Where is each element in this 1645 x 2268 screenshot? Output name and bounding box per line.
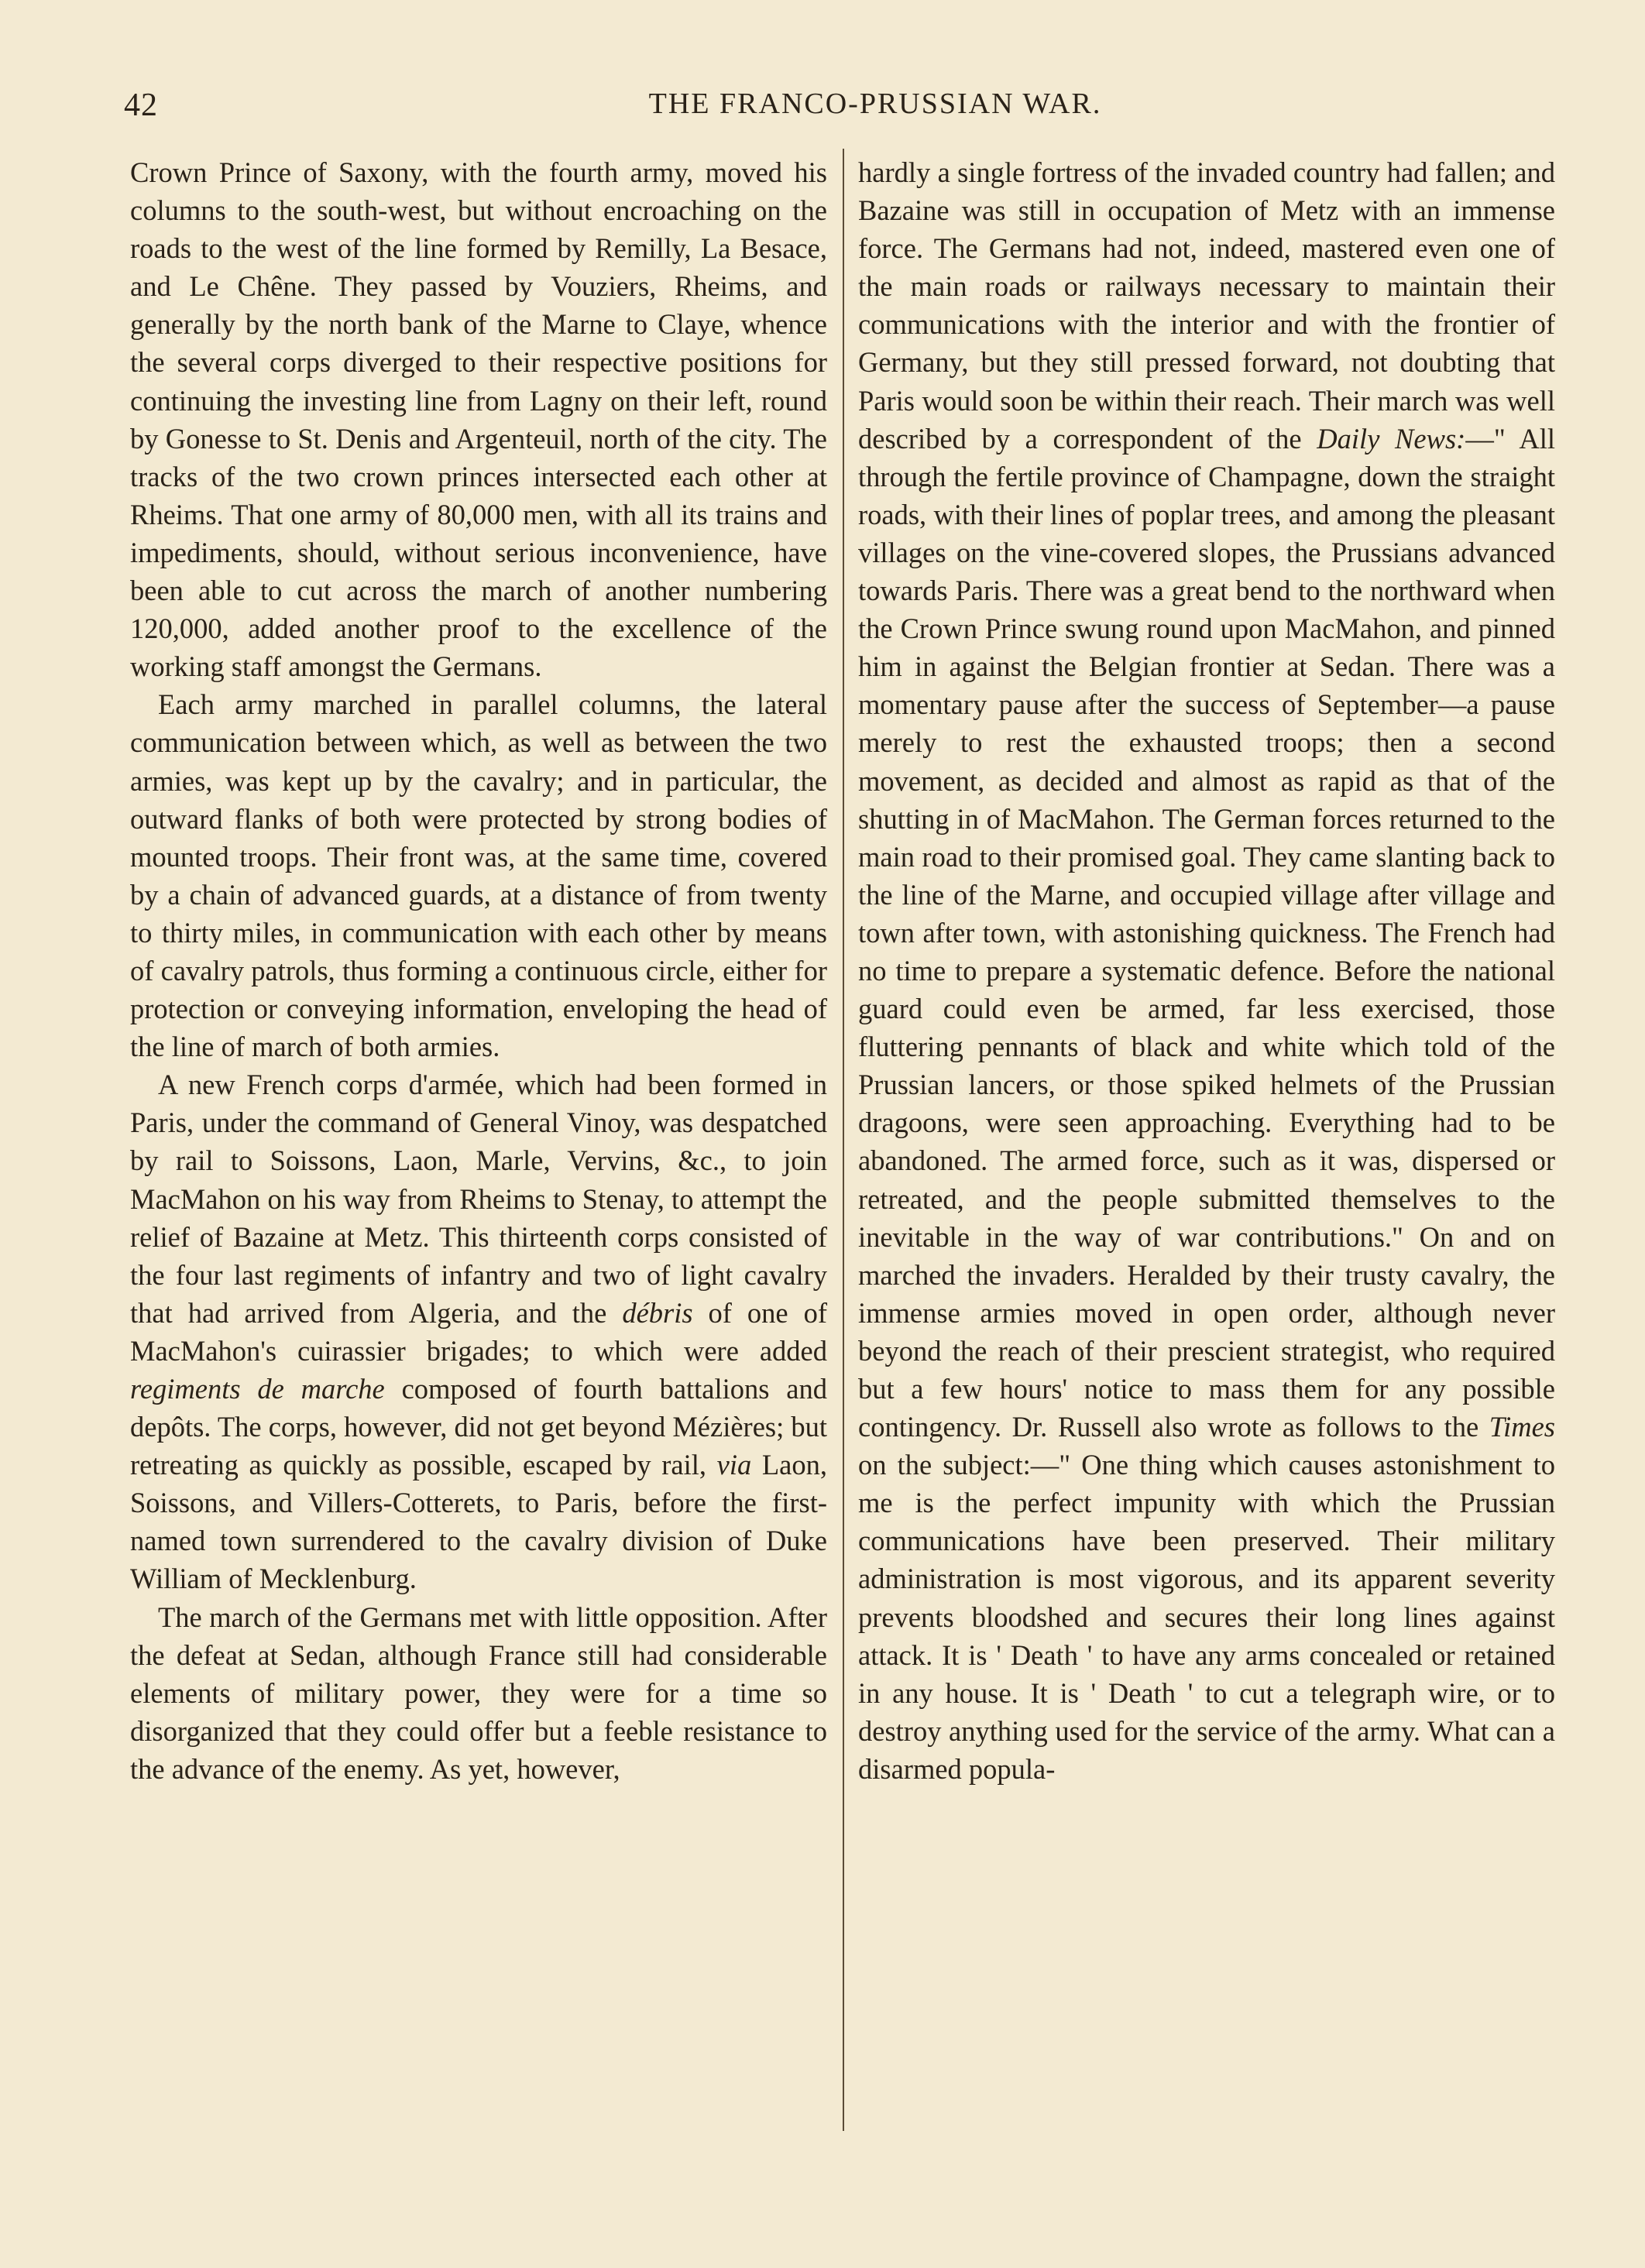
text-run: of one of MacMahon's cuirassier brigades; to which were added (130, 1296, 827, 1367)
page-header (124, 87, 1626, 133)
text-run: composed of fourth battalions and depôts. The corps, however, did not get beyond Mézières; but retreating as quickly as possible, escaped by rail, (130, 1373, 828, 1481)
right-column (858, 153, 1555, 2105)
paragraph (130, 1065, 827, 1597)
text-run: Laon, Soissons, and Villers-Cotterets, to Paris, before the first-named town surrendered to the cavalry division of Duke William of Mecklenburg. (130, 1449, 827, 1595)
column-divider (843, 149, 844, 2131)
paragraph: The march of the Germans met with little opposition. After the defeat at Sedan, although France still had considerable elements of military power, they were for a time so disorganized that they could offer but a feeble resistance to the advance of the enemy. As yet, however, (130, 1601, 827, 1785)
paragraph: Crown Prince of Saxony, with the fourth army, moved his columns to the south-west, but without encroaching on the roads to the west of the line formed by Remilly, La Besace, and Le Chêne. They passed by Vouziers, Rheims, and generally by the north bank of the Marne to Claye, whence the several corps diverged to their respective positions for continuing the investing line from Lagny on their left, round by Gonesse to St. Denis and Argenteuil, north of the city. The tracks of the two crown princes intersected each other at Rheims. That one army of 80,000 men, with all its trains and impediments, should, without serious inconvenience, have been able to cut across the march of another numbering 120,000, added another proof to the excellence of the working staff amongst the Germans. (130, 156, 827, 683)
left-column (130, 153, 827, 2105)
paragraph (858, 153, 1555, 1788)
text-run: on the subject:—" One thing which causes astonishment to me is the perfect impunity with which the Prussian communications have been preserved. Their military administration is most vigorous, and its apparent severity prevents bloodshed and secures their long lines against attack. It is ' Death ' to have any arms concealed or retained in any house. It is ' Death ' to cut a telegraph wire, or to destroy anything used for the service of the army. What can a disarmed popula- (858, 1449, 1555, 1785)
italic-text: via (716, 1449, 752, 1481)
text-run: A new French corps d'armée, which had been formed in Paris, under the command of General Vinoy, was despatched by rail to Soissons, Laon, Marle, Vervins, &c., to join MacMahon on his way from Rheims to Stenay, to attempt the relief of Bazaine at Metz. This thirteenth corps consisted of the four last regiments of infantry and two of light cavalry that had arrived from Algeria, and the (130, 1069, 827, 1329)
italic-text: regiments de marche (130, 1373, 385, 1405)
text-run: hardly a single fortress of the invaded country had fallen; and Bazaine was still in occupation of Metz with an immense force. The Germans had not, indeed, mastered even one of the main roads or railways necessary to maintain their communications with the interior and with the frontier of Germany, but they still pressed forward, not doubting that Paris would soon be within their reach. Their march was well described by a correspondent of the (858, 156, 1555, 455)
italic-text: Times (1489, 1411, 1555, 1443)
italic-text: débris (622, 1296, 693, 1329)
running-title: THE FRANCO-PRUSSIAN WAR. (648, 87, 1102, 120)
page-number: 42 (124, 87, 158, 123)
paragraph: Each army marched in parallel columns, the lateral communication between which, as well as between the two armies, was kept up by the cavalry; and in particular, the outward flanks of both were protected by strong bodies of mounted troops. Their front was, at the same time, covered by a chain of advanced guards, at a distance of from twenty to thirty miles, in communication with each other by means of cavalry patrols, thus forming a continuous circle, either for protection or conveying information, enveloping the head of the line of march of both armies. (130, 688, 827, 1063)
italic-text: Daily News: (1317, 422, 1466, 455)
text-run: —" All through the fertile province of Champagne, down the straight roads, with their lines of poplar trees, and among the pleasant villages on the vine-covered slopes, the Prussians advanced towards Paris. There was a great bend to the northward when the Crown Prince swung round upon MacMahon, and pinned him in against the Belgian frontier at Sedan. There was a momentary pause after the success of September—a pause merely to rest the exhausted troops; then a second movement, as decided and almost as rapid as that of the shutting in of MacMahon. The German forces returned to the main road to their promised goal. They came slanting back to the line of the Marne, and occupied village after village and town after town, with astonishing quickness. The French had no time to prepare a systematic defence. Before the national guard could even be armed, far less exercised, those fluttering pennants of black and white which told of the Prussian lancers, or those spiked helmets of the Prussian dragoons, were seen approaching. Everything had to be abandoned. The armed force, such as it was, dispersed or retreated, and the people submitted themselves to the inevitable in the way of war contributions." On and on marched the invaders. Heralded by their trusty cavalry, the immense armies moved in open order, although never beyond the reach of their prescient strategist, who required but a few hours' notice to mass them for any possible contingency. Dr. Russell also wrote as follows to the (858, 422, 1556, 1443)
